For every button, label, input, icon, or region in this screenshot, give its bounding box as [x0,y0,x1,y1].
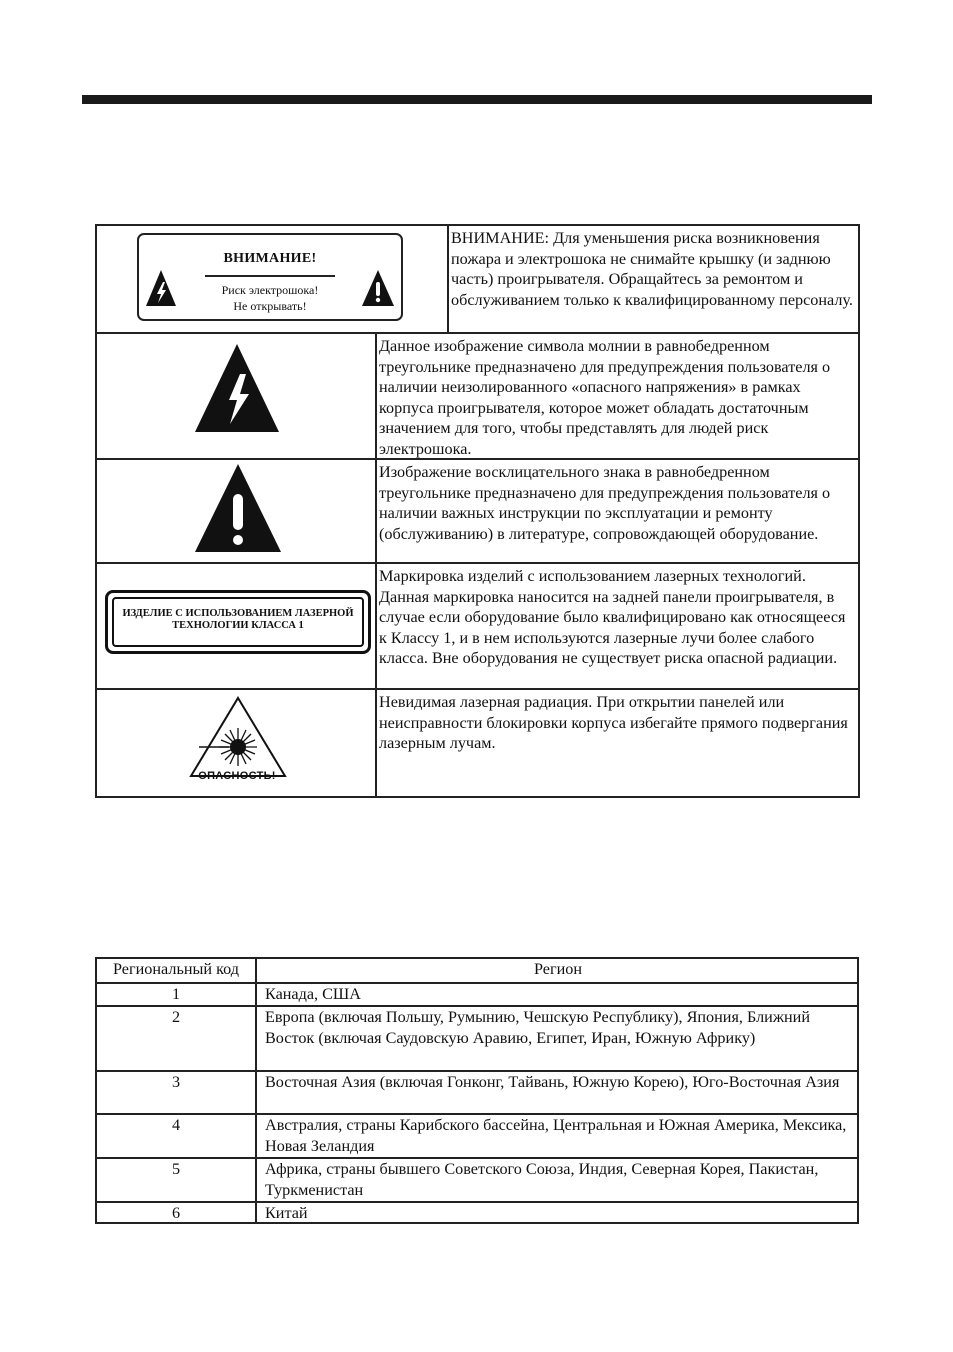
region-name-cell: Канада, США [265,985,361,1003]
lightning-cell [97,334,377,458]
safety-row-exclamation [97,458,858,562]
warning-label-line1: Риск электрошока! [221,283,319,297]
exclamation-cell [97,460,377,562]
region-code-table [95,957,859,1224]
laser-radiation-icon [189,696,287,780]
table-row [97,982,857,1005]
table-row [97,1113,857,1157]
region-code-cell: 2 [97,1007,257,1070]
table-row [97,1005,857,1070]
region-code-cell: 4 [97,1115,257,1157]
warning-label [137,233,403,321]
laser-class-label [105,590,371,654]
warning-label-cell [97,226,449,332]
safety-row-laser [97,562,858,688]
region-code-cell: 6 [97,1203,257,1222]
region-code-cell: 5 [97,1159,257,1201]
header-region-code: Региональный код [97,959,257,982]
warning-label-title: ВНИМАНИЕ! [223,251,317,266]
warning-text: ВНИМАНИЕ: Для уменьшения риска возникновения пожара и электрошока не снимайте крышку (и заднюю часть) проигрывателя. Обращайтесь за ремонтом и обслуживанием только к квалифицированному персоналу. [451,229,853,309]
region-name-cell: Европа (включая Польшу, Румынию, Чешскую Республику), Япония, Ближний Восток (включая Саудовскую Аравию, Египет, Иран, Южную Африку) [265,1008,810,1047]
warning-label-divider [205,275,335,277]
laser-text: Маркировка изделий с использованием лазерных технологий. Данная маркировка наносится на задней панели проигрывателя, в случае если оборудование было квалифицировано как относящееся к Классу 1, и в нем используются лазерные лучи более слабого класса. Вне оборудования не существует риска опасной радиации. [379,567,846,668]
exclamation-text: Изображение восклицательного знака в равнобедренном треугольнике предназначено для предупреждения пользователя о наличии важных инструкции по эксплуатации и ремонту (обслуживанию) в литературе, сопровождающей оборудование. [379,463,831,543]
laser-label-cell [97,564,377,688]
warning-label-line2: Не открывать! [233,299,307,313]
region-name-cell: Китай [265,1204,308,1222]
lightning-triangle-icon [193,342,281,434]
exclamation-triangle-icon [193,462,283,554]
exclamation-triangle-icon [361,269,395,307]
top-rule [82,95,872,104]
lightning-text: Данное изображение символа молнии в равнобедренном треугольнике предназначено для предупреждения пользователя о наличии неизолированного «опасного напряжения» в рамках корпуса проигрывателя, которое может обладать достаточным значением для того, чтобы представлять для людей риск электрошока. [379,337,831,458]
region-name-cell: Австралия, страны Карибского бассейна, Центральная и Южная Америка, Мексика, Новая Зеландия [265,1116,847,1155]
safety-row-warning [97,226,858,332]
radiation-cell [97,690,377,796]
region-name-cell: Африка, страны бывшего Советского Союза, Индия, Северная Корея, Пакистан, Туркменистан [265,1160,819,1199]
safety-row-radiation [97,688,858,796]
table-row [97,1157,857,1201]
radiation-text: Невидимая лазерная радиация. При открытии панелей или неисправности блокировки корпуса избегайте прямого подвергания лазерным лучам. [379,693,848,753]
laser-class-label-text: ИЗДЕЛИЕ С ИСПОЛЬЗОВАНИЕМ ЛАЗЕРНОЙ ТЕХНОЛОГИИ КЛАССА 1 [112,597,364,647]
header-region: Регион [533,960,583,978]
region-name-cell: Восточная Азия (включая Гонконг, Тайвань, Южную Корею), Юго-Восточная Азия [265,1073,840,1091]
safety-table [95,224,860,798]
table-row [97,1201,857,1222]
danger-label: ОПАСНОСТЬ! [198,770,276,782]
table-row [97,1070,857,1113]
region-code-cell: 1 [97,984,257,1005]
safety-row-lightning [97,332,858,458]
table-header-row [97,959,857,982]
region-code-cell: 3 [97,1072,257,1113]
